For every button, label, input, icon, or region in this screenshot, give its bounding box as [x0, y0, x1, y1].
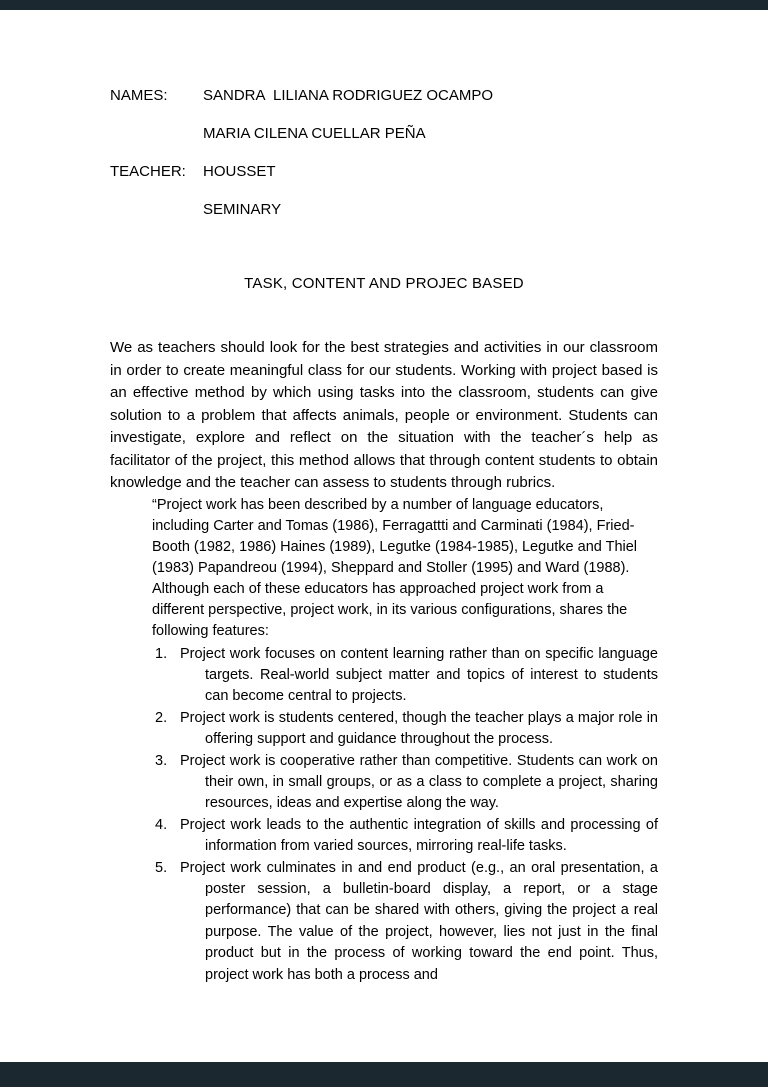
list-item-number: 5.	[155, 859, 168, 876]
bottom-bar	[0, 1062, 768, 1087]
teacher-row	[110, 164, 658, 180]
student-name-1: SANDRA LILIANA RODRIGUEZ OCAMPO	[203, 87, 494, 104]
list-item-text: Project work is students centered, though the teacher plays a major role in offering support and guidance throughout the process.	[180, 709, 658, 748]
teacher-name: HOUSSET	[203, 163, 276, 180]
list-item	[110, 815, 658, 858]
seminary-row	[110, 202, 658, 218]
student-name-2: MARIA CILENA CUELLAR PEÑA	[203, 125, 426, 142]
document-header	[110, 88, 658, 218]
list-item-text: Project work leads to the authentic integration of skills and processing of information from varied sources, mirroring real-life tasks.	[180, 816, 658, 855]
list-item-text: Project work culminates in and end product (e.g., an oral presentation, a poster session, a bulletin-board display, a report, or a stage performance) that can be shared with others, giving the project a real purpose. The value of the project, however, lies not just in the final product but in the process of working toward the end point. Thus, project work has both a process and	[180, 859, 658, 983]
seminary-label: SEMINARY	[203, 201, 282, 218]
page-content	[0, 10, 768, 986]
numbered-list	[110, 644, 658, 987]
list-item	[110, 751, 658, 815]
list-item-number: 1.	[155, 645, 168, 662]
quote-paragraph: “Project work has been described by a number of language educators, including Carter and Tomas (1986), Ferragattti and Carminati (1984), Fried-Booth (1982, 1986) Haines (1989), Legutke (1984-1985), Legutke and Thiel (1983) Papandreou (1994), Sheppard and Stoller (1995) and Ward (1988). Although each of these educators has approached project work from a different perspective, project work, in its various configurations, shares the following features:	[152, 496, 638, 639]
list-item	[110, 644, 658, 708]
document-title: TASK, CONTENT AND PROJEC BASED	[244, 275, 524, 292]
intro-paragraph: We as teachers should look for the best strategies and activities in our classroom in order to create meaningful class for our students. Working with project based is an effective method by which using tasks into the classroom, students can give solution to a problem that affects animals, people or environment. Students can investigate, explore and reflect on the situation with the teacher´s help as facilitator of the project, this method allows that through content students to obtain knowledge and the teacher can assess to students through rubrics.	[110, 339, 658, 491]
list-item	[110, 708, 658, 751]
teacher-label: TEACHER:	[110, 163, 186, 180]
name-2-spacer	[110, 126, 203, 142]
list-item-number: 3.	[155, 752, 168, 769]
list-item-text: Project work focuses on content learning rather than on specific language targets. Real-world subject matter and topics of interest to students can become central to projects.	[180, 645, 658, 705]
seminary-spacer	[110, 202, 203, 218]
names-row	[110, 88, 658, 104]
list-item	[110, 858, 658, 986]
names-label: NAMES:	[110, 87, 168, 104]
list-item-number: 2.	[155, 709, 168, 726]
name-2-row	[110, 126, 658, 142]
list-item-number: 4.	[155, 816, 168, 833]
top-bar	[0, 0, 768, 10]
list-item-text: Project work is cooperative rather than competitive. Students can work on their own, in small groups, or as a class to complete a project, sharing resources, ideas and expertise along the way.	[180, 752, 658, 812]
